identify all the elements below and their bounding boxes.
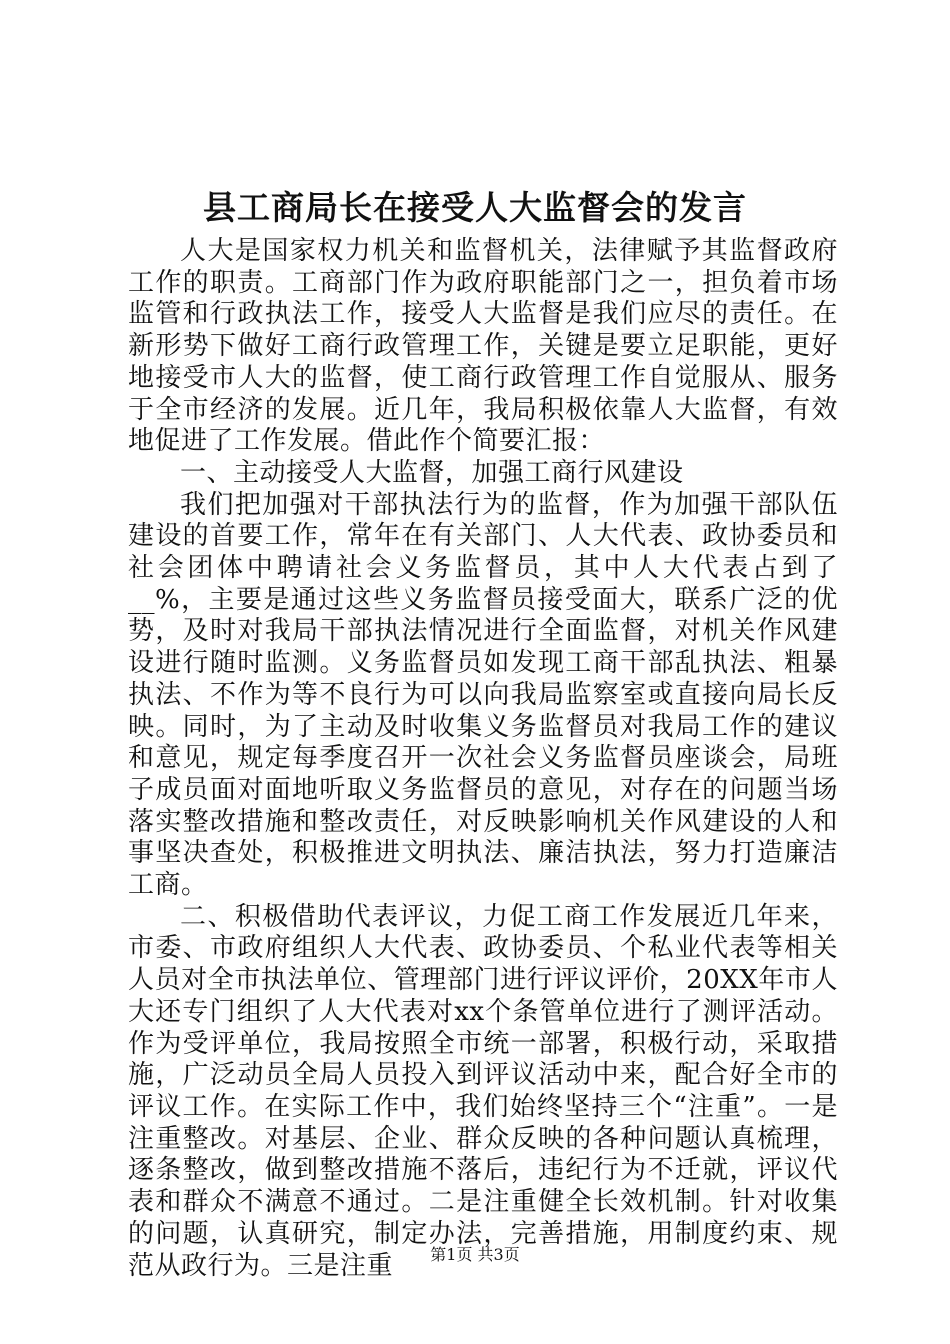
page-number-footer: 第1页 共3页 <box>430 1245 520 1264</box>
paragraph-intro: 人大是国家权力机关和监督机关，法律赋予其监督政府工作的职责。工商部门作为政府职能部门之一，担负着市场监管和行政执法工作，接受人大监督是我们应尽的责任。在新形势下做好工商行政管理工作，关键是要立足职能，更好地接受市人大的监督，使工商行政管理工作自觉服从、服务于全市经济的发展。近几年，我局积极依靠人大监督，有效地促进了工作发展。借此作个简要汇报： <box>128 236 838 457</box>
paragraph-section-2: 二、积极借助代表评议，力促工商工作发展近几年来，市委、市政府组织人大代表、政协委员、个私业代表等相关人员对全市执法单位、管理部门进行评议评价，20XX年市人大还专门组织了人大代表对xx个条管单位进行了测评活动。作为受评单位，我局按照全市统一部署，积极行动，采取措施，广泛动员全局人员投入到评议活动中来，配合好全市的评议工作。在实际工作中，我们始终坚持三个“注重”。一是注重整改。对基层、企业、群众反映的各种问题认真梳理，逐条整改，做到整改措施不落后，违纪行为不迁就，评议代表和群众不满意不通过。二是注重健全长效机制。针对收集的问题，认真研究，制定办法，完善措施，用制度约束、规范从政行为。三是注重 <box>128 901 838 1281</box>
document-title: 县工商局长在接受人大监督会的发言 <box>203 188 747 227</box>
section-heading-1: 一、主动接受人大监督，加强工商行风建设 <box>180 457 684 488</box>
document-body <box>128 236 838 1282</box>
paragraph-section-1: 我们把加强对干部执法行为的监督，作为加强干部队伍建设的首要工作，常年在有关部门、人大代表、政协委员和社会团体中聘请社会义务监督员，其中人大代表占到了__%，主要是通过这些义务监督员接受面大，联系广泛的优势，及时对我局干部执法情况进行全面监督，对机关作风建设进行随时监测。义务监督员如发现工商干部乱执法、粗暴执法、不作为等不良行为可以向我局监察室或直接向局长反映。同时，为了主动及时收集义务监督员对我局工作的建议和意见，规定每季度召开一次社会义务监督员座谈会，局班子成员面对面地听取义务监督员的意见，对存在的问题当场落实整改措施和整改责任，对反映影响机关作风建设的人和事坚决查处，积极推进文明执法、廉洁执法，努力打造廉洁工商。 <box>128 489 838 901</box>
